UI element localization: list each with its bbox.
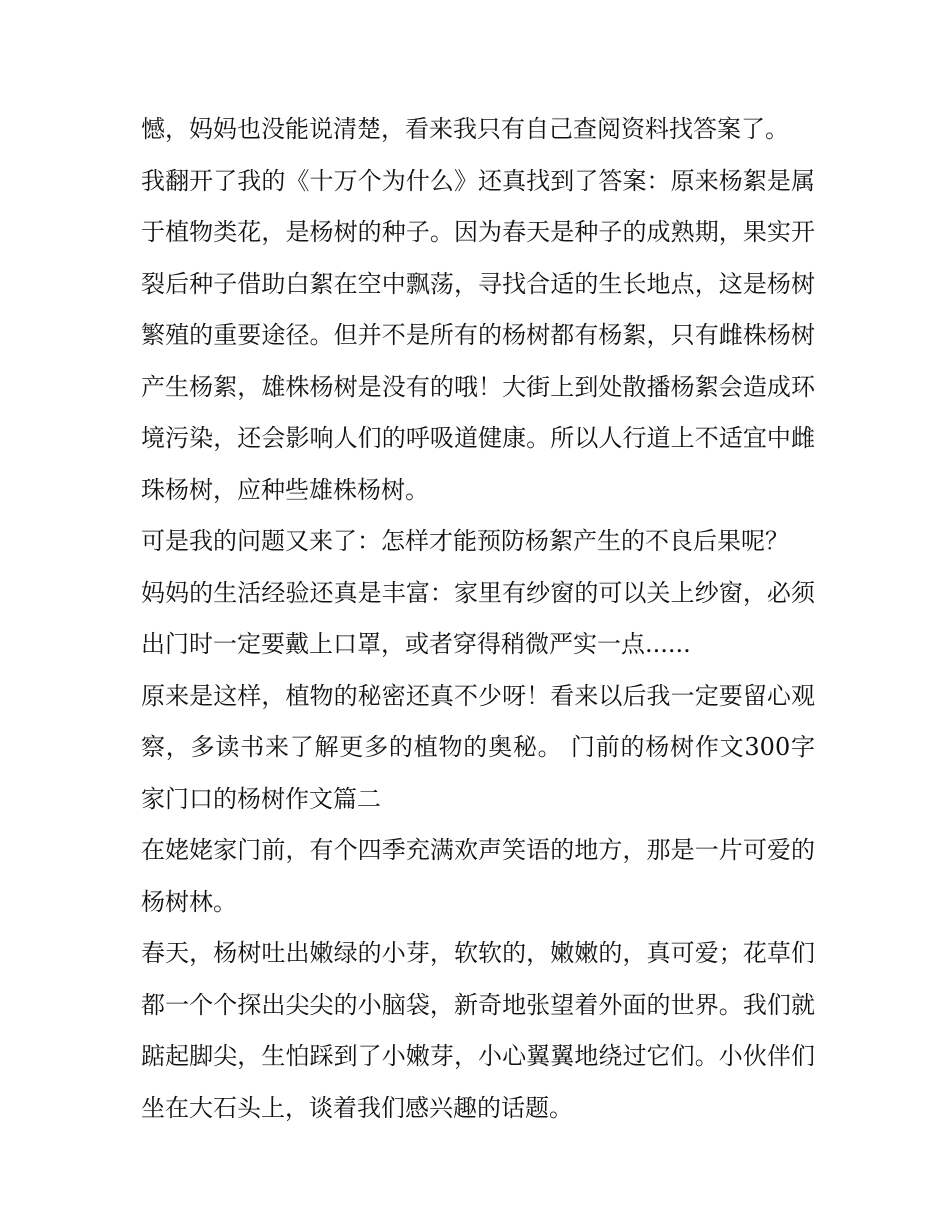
paragraph-1: 憾，妈妈也没能说清楚，看来我只有自己查阅资料找答案了。 xyxy=(141,115,789,143)
paragraph-3: 可是我的问题又来了：怎样才能预防杨絮产生的不良后果呢？ xyxy=(141,527,789,555)
paragraph-4: 妈妈的生活经验还真是丰富：家里有纱窗的可以关上纱窗，必须出门时一定要戴上口罩，或者穿得稍微严实一点...... xyxy=(141,578,815,658)
paragraph-2: 我翻开了我的《十万个为什么》还真找到了答案：原来杨絮是属于植物类花，是杨树的种子。因为春天是种子的成熟期，果实开裂后种子借助白絮在空中飘荡，寻找合适的生长地点，这是杨树繁殖的重要途径。但并不是所有的杨树都有杨絮，只有雌株杨树产生杨絮，雄株杨树是没有的哦！大街上到处散播杨絮会造成环境污染，还会影响人们的呼吸道健康。所以人行道上不适宜中雌珠杨树，应种些雄株杨树。 xyxy=(141,166,815,504)
body-text xyxy=(141,104,815,1134)
paragraph-6: 在姥姥家门前，有个四季充满欢声笑语的地方，那是一片可爱的杨树林。 xyxy=(141,836,815,916)
paragraph-5: 原来是这样，植物的秘密还真不少呀！看来以后我一定要留心观察，多读书来了解更多的植物的奥秘。 门前的杨树作文300字 家门口的杨树作文篇二 xyxy=(141,681,815,813)
paragraph-7: 春天，杨树吐出嫩绿的小芽，软软的，嫩嫩的，真可爱；花草们都一个个探出尖尖的小脑袋，新奇地张望着外面的世界。我们就踮起脚尖，生怕踩到了小嫩芽，小心翼翼地绕过它们。小伙伴们坐在大石头上，谈着我们感兴趣的话题。 xyxy=(141,939,815,1122)
